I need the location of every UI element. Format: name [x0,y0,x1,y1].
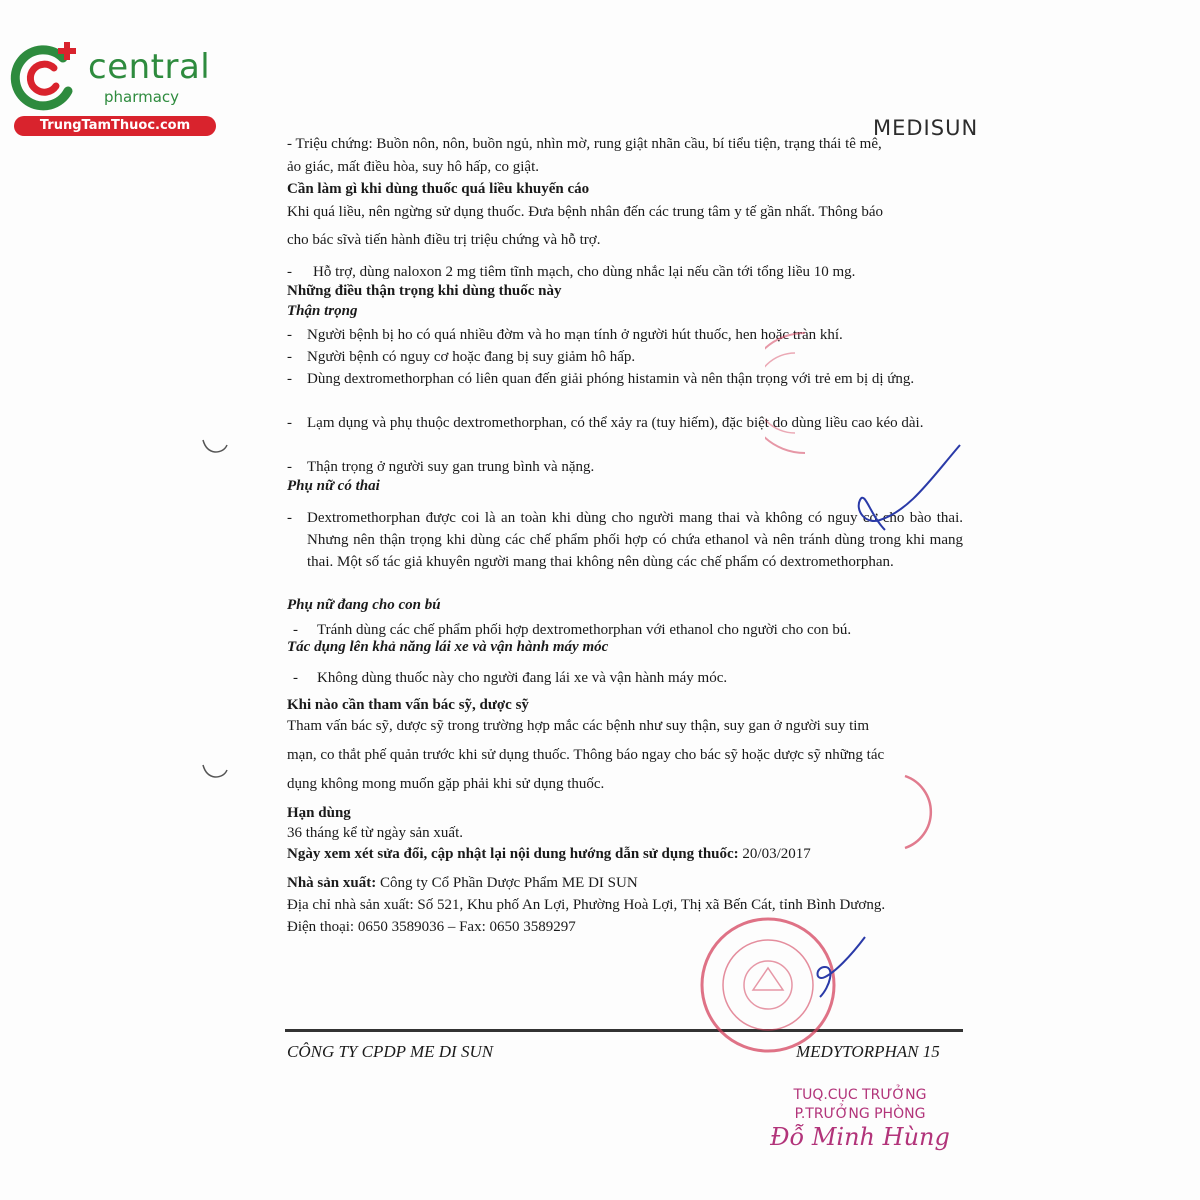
approval-title-2: P.TRƯỞNG PHÒNG [794,1106,926,1122]
footer-company: CÔNG TY CPDP ME DI SUN [287,1042,494,1061]
text-line: dụng không mong muốn gặp phải khi sử dụng thuốc. [287,776,605,792]
phone-line: Điện thoại: 0650 3589036 – Fax: 0650 3589297 [287,919,576,935]
signature-mark-icon [840,440,970,550]
logo-subtitle: pharmacy [104,88,180,106]
company-stamp-icon [765,328,855,458]
text-line: Tham vấn bác sỹ, dược sỹ trong trường hợp mắc các bệnh như suy thận, suy gan ở người suy tim [287,718,870,734]
approval-signature-block [760,1086,960,1151]
list-item-text: Dùng dextromethorphan có liên quan đến giải phóng histamin và nên thận trọng với trẻ em bị dị ứng. [307,371,915,387]
review-date-line [287,846,811,863]
section-heading: Hạn dùng [287,805,351,821]
bullet-dash: - [287,349,292,365]
review-date: 20/03/2017 [742,846,811,862]
review-label: Ngày xem xét sửa đổi, cập nhật lại nội dung hướng dẫn sử dụng thuốc: [287,846,739,862]
list-item-text: Dextromethorphan được coi là an toàn khi dùng cho người mang thai và không có nguy cơ cho bào thai. Nhưng nên thận trọng khi dùng các chế phẩm phối hợp có chứa ethanol và nên tránh dùng trong khi mang thai. Một số tác giả khuyên người mang thai không nên dùng các chế phẩm có dextromethorphan. [307,510,963,570]
text-line: ảo giác, mất điều hòa, suy hô hấp, co giật. [287,159,540,175]
text-line: mạn, co thắt phế quản trước khi sử dụng thuốc. Thông báo ngay cho bác sỹ hoặc dược sỹ những tác [287,747,885,763]
subsection-heading: Thận trọng [287,303,358,319]
list-item-text: Người bệnh có nguy cơ hoặc đang bị suy giảm hô hấp. [307,349,636,365]
approval-title-1: TUQ.CỤC TRƯỞNG [793,1087,927,1103]
logo-name: central [88,47,211,87]
bullet-dash: - [287,415,292,431]
list-item-text: Lạm dụng và phụ thuộc dextromethorphan, có thể xảy ra (tuy hiếm), đặc biệt do dùng liều cao kéo dài. [307,415,924,431]
punch-hole-icon [200,437,230,457]
text-line: Khi quá liều, nên ngừng sử dụng thuốc. Đưa bệnh nhân đến các trung tâm y tế gần nhất. Thông báo [287,204,884,220]
manufacturer-line [287,875,638,892]
bullet-dash: - [287,510,292,526]
list-item-text: Hỗ trợ, dùng naloxon 2 mg tiêm tĩnh mạch, cho dùng nhắc lại nếu cần tới tổng liều 10 mg. [313,264,856,280]
subsection-heading: Phụ nữ đang cho con bú [287,597,441,613]
subsection-heading: Phụ nữ có thai [287,478,380,494]
approver-name: Đỗ Minh Hùng [770,1123,950,1151]
bullet-dash: - [287,371,292,387]
list-item-text: Tránh dùng các chế phẩm phối hợp dextromethorphan với ethanol cho người cho con bú. [317,622,852,638]
bullet-dash: - [287,264,292,280]
text-line: 36 tháng kể từ ngày sản xuất. [287,825,464,841]
address-line: Địa chỉ nhà sản xuất: Số 521, Khu phố An Lợi, Phường Hoà Lợi, Thị xã Bến Cát, tỉnh Bình Dương. [287,897,886,913]
bullet-dash: - [287,327,292,343]
bullet-dash: - [293,622,298,638]
logo-url[interactable]: TrungTamThuoc.com [14,116,216,136]
pharmacy-logo-icon [8,36,88,116]
list-item-text: Thận trọng ở người suy gan trung bình và nặng. [307,459,595,475]
central-pharmacy-logo[interactable] [8,36,218,136]
brand-medisun: MEDISUN [873,116,979,140]
text-line: - Triệu chứng: Buồn nôn, nôn, buồn ngủ, nhìn mờ, rung giật nhãn cầu, bí tiểu tiện, trạng thái tê mê, [287,136,882,152]
section-heading: Cần làm gì khi dùng thuốc quá liều khuyến cáo [287,181,590,197]
initials-mark-icon [805,932,875,1002]
text-line: cho bác sĩvà tiến hành điều trị triệu chứng và hỗ trợ. [287,232,601,248]
bullet-dash: - [293,670,298,686]
list-item-text: Không dùng thuốc này cho người đang lái xe và vận hành máy móc. [317,670,728,686]
manufacturer-value: Công ty Cổ Phần Dược Phẩm ME DI SUN [379,875,638,891]
footer-rule [285,1029,963,1032]
subsection-heading: Tác dụng lên khả năng lái xe và vận hành máy móc [287,639,609,655]
footer-product: MEDYTORPHAN 15 [796,1042,940,1061]
section-heading: Khi nào cần tham vấn bác sỹ, dược sỹ [287,697,529,713]
list-item-text: Người bệnh bị ho có quá nhiều đờm và ho mạn tính ở người hút thuốc, hen hoặc tràn khí. [307,327,843,343]
bullet-dash: - [287,459,292,475]
section-heading: Những điều thận trọng khi dùng thuốc này [287,283,562,299]
partial-stamp-icon [895,772,945,852]
punch-hole-icon [200,762,230,782]
manufacturer-label: Nhà sản xuất: [287,875,377,891]
